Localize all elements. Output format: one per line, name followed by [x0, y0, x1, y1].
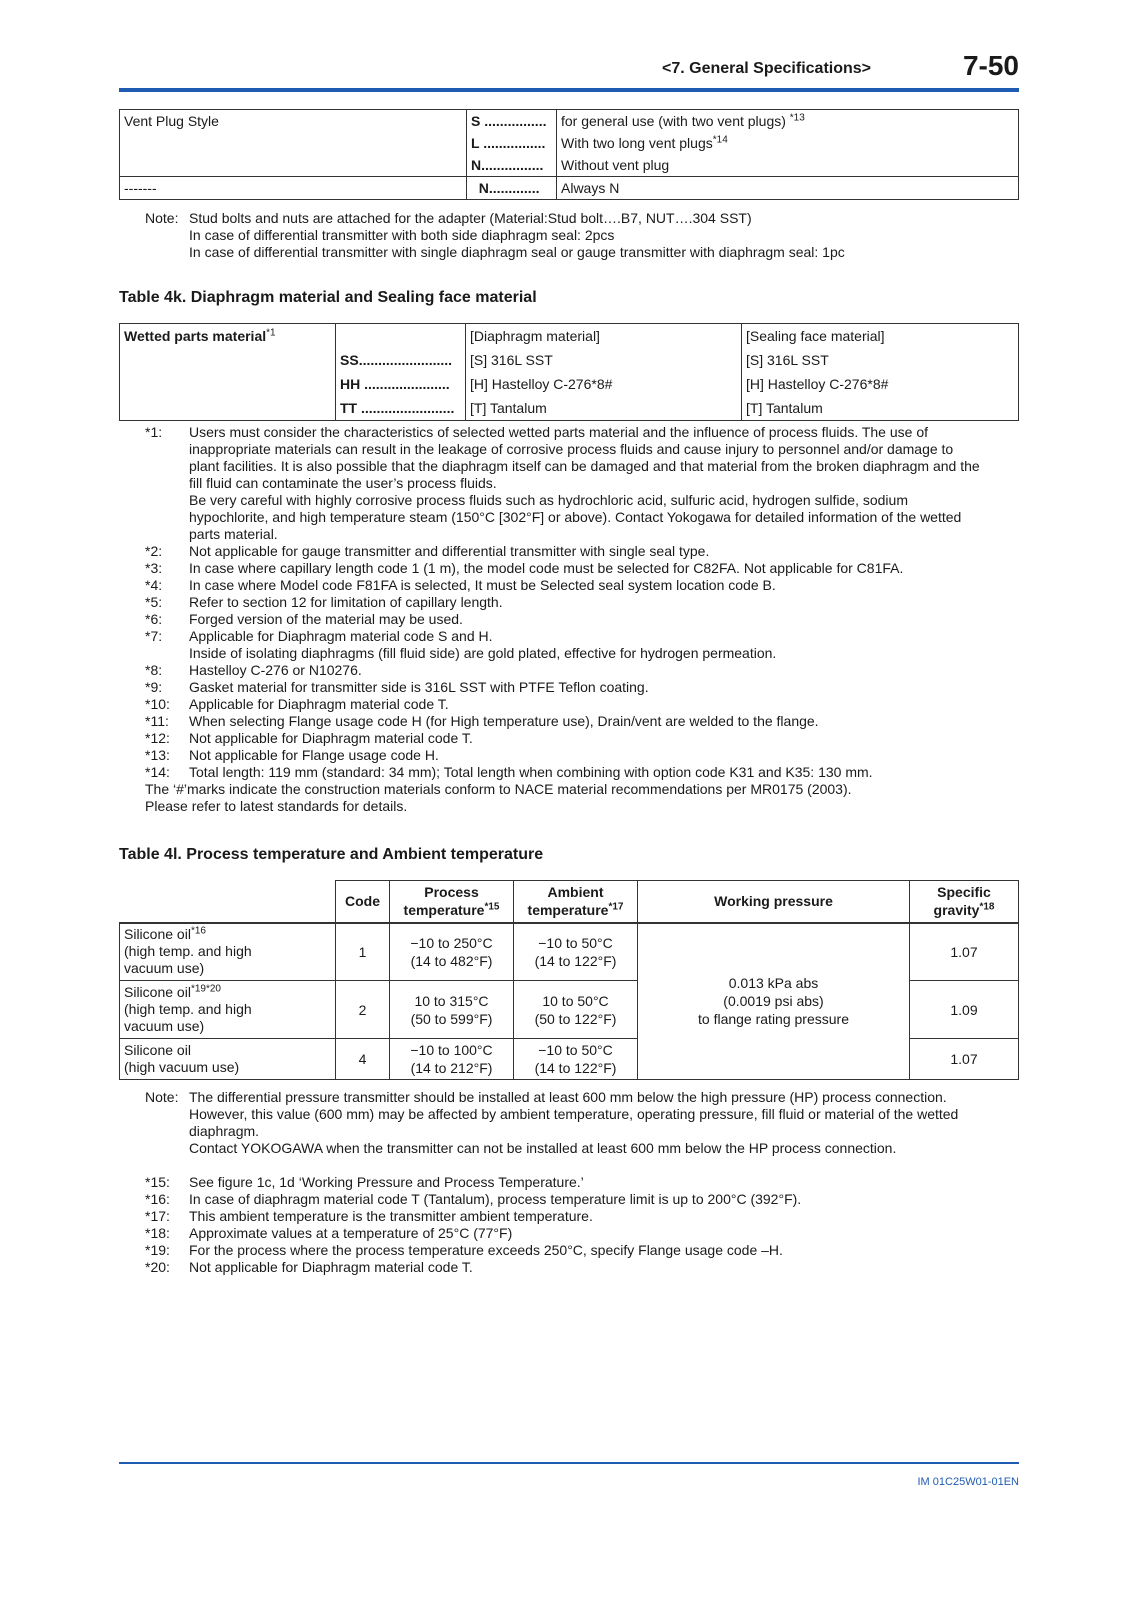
footnote-key: *1:: [145, 424, 163, 440]
footnote: [145, 713, 985, 730]
sealing-face-header: [Sealing face material]: [746, 328, 885, 344]
sealing-material: [H] Hastelloy C-276*8#: [746, 376, 889, 392]
footnote: [145, 628, 985, 645]
page-header: [119, 48, 1019, 92]
process-temp: 10 to 315°C (50 to 599°F): [390, 981, 514, 1039]
table-4l-title: Table 4l. Process temperature and Ambient temperature: [119, 846, 544, 863]
footnote-key: *17:: [145, 1208, 170, 1224]
table-4k-title: Table 4k. Diaphragm material and Sealing face material: [119, 289, 537, 306]
footnote-key: *16:: [145, 1191, 170, 1207]
footnote-key: *6:: [145, 611, 163, 627]
ambient-temp: −10 to 50°C (14 to 122°F): [514, 1039, 638, 1080]
fluid-code: 4: [336, 1039, 390, 1080]
footnote: [145, 577, 985, 594]
option-desc: Without vent plug: [557, 154, 1019, 177]
diaphragm-material-table: [119, 323, 1019, 421]
vent-plug-table: [119, 109, 1019, 200]
note-label: Note:: [145, 1089, 179, 1105]
option-code: N: [471, 157, 482, 173]
diaphragm-material-header: [Diaphragm material]: [466, 324, 742, 349]
footnote-text: Inside of isolating diaphragms (fill fluid side) are gold plated, effective for hydrogen permeation.: [189, 645, 777, 661]
footnote-text: Not applicable for Flange usage code H.: [189, 747, 439, 763]
page-number: 7-50: [962, 50, 1019, 81]
sealing-material: [S] 316L SST: [746, 352, 829, 368]
footer-rule: [119, 1462, 1019, 1464]
footnote-key: *11:: [145, 713, 169, 729]
material-code: HH: [340, 376, 361, 392]
table-header-row: [120, 881, 1019, 923]
footnote: [145, 1191, 985, 1208]
note-line: In case of differential transmitter with single diaphragm seal or gauge transmitter with diaphragm seal: 1pc: [189, 244, 845, 260]
specific-gravity: 1.07: [910, 923, 1019, 981]
table-row: [120, 923, 1019, 981]
table-row: [120, 324, 1019, 349]
footnote-text: Be very careful with highly corrosive process fluids such as hydrochloric acid, sulfuric acid, hydrogen sulfide, sodium hypochlorite, and high temperature steam (150°C [302°F] or above). Contact Yokogawa for detailed information of the wetted parts material.: [189, 492, 962, 542]
footnote: [145, 696, 985, 713]
footnote-key: [145, 492, 189, 543]
footnote: [145, 747, 985, 764]
table-row: SS........................ [S] 316L SST [S] 316L SST: [120, 348, 1019, 372]
process-temp: −10 to 250°C (14 to 482°F): [390, 923, 514, 981]
nace-line: The ‘#’marks indicate the construction materials conform to NACE material recommendations per MR0175 (2003).: [145, 781, 852, 797]
footnote: [145, 1208, 985, 1225]
footnote-key: *20:: [145, 1259, 170, 1275]
footnote-key: *19:: [145, 1242, 170, 1258]
footnote-ref: *13: [789, 112, 805, 124]
footnote-key: *12:: [145, 730, 170, 746]
footnote-key: *18:: [145, 1225, 170, 1241]
process-temp-header: Process temperature$^{*15}$: [390, 881, 514, 923]
note-label: Note:: [145, 210, 179, 226]
fluid-code: 1: [336, 923, 390, 981]
footnote: [145, 662, 985, 679]
table-row: HH ...................... [H] Hastelloy C-276*8# [H] Hastelloy C-276*8#: [120, 372, 1019, 396]
footnote-text: Hastelloy C-276 or N10276.: [189, 662, 362, 678]
ambient-temp: −10 to 50°C (14 to 122°F): [514, 923, 638, 981]
fill-fluid: Silicone oil$^{*19*20}$ (high temp. and high vacuum use): [120, 981, 336, 1039]
footnotes-temperature: [145, 1174, 985, 1276]
material-code: TT: [340, 400, 358, 416]
option-code: L: [471, 135, 480, 151]
fill-fluid: Silicone oil$^{*16}$ (high temp. and high vacuum use): [120, 923, 336, 981]
footnote-text: When selecting Flange usage code H (for High temperature use), Drain/vent are welded to the flange.: [189, 713, 819, 729]
footnote: [145, 730, 985, 747]
note-line: Contact YOKOGAWA when the transmitter can not be installed at least 600 mm below the HP process connection.: [189, 1140, 897, 1156]
footnote-text: Approximate values at a temperature of 25°C (77°F): [189, 1225, 513, 1241]
footnote-key: *10:: [145, 696, 170, 712]
vent-plug-label: Vent Plug Style: [124, 113, 219, 129]
footnote: [145, 1259, 985, 1276]
fluid-code: 2: [336, 981, 390, 1039]
footnote-text: Applicable for Diaphragm material code T.: [189, 696, 449, 712]
footnote-text: In case where Model code F81FA is selected, It must be Selected seal system location code B.: [189, 577, 776, 593]
footnote-text: Not applicable for Diaphragm material code T.: [189, 1259, 473, 1275]
footnote-key: *15:: [145, 1174, 170, 1190]
option-desc: With two long vent plugs: [561, 135, 713, 151]
diaphragm-material: [S] 316L SST: [466, 348, 742, 372]
footnote-text: For the process where the process temperature exceeds 250°C, specify Flange usage code –H.: [189, 1242, 783, 1258]
footnote-ref: *1: [266, 327, 276, 339]
footnote-ref: *14: [712, 134, 728, 146]
ambient-temp: 10 to 50°C (50 to 122°F): [514, 981, 638, 1039]
material-code: SS: [340, 352, 359, 368]
option-desc: Always N: [557, 177, 1019, 200]
footnote-text: In case of diaphragm material code T (Tantalum), process temperature limit is up to 200°C (392°F).: [189, 1191, 802, 1207]
footnote: [145, 543, 985, 560]
footnote-text: See figure 1c, 1d ‘Working Pressure and Process Temperature.’: [189, 1174, 584, 1190]
footnote-text: Not applicable for gauge transmitter and differential transmitter with single seal type.: [189, 543, 710, 559]
working-pressure: 0.013 kPa abs (0.0019 psi abs) to flange rating pressure: [638, 923, 910, 1080]
ambient-temp-header: Ambient temperature$^{*17}$: [514, 881, 638, 923]
footnote-key: *8:: [145, 662, 163, 678]
process-temperature-table: [119, 880, 1019, 1080]
note-line: Stud bolts and nuts are attached for the adapter (Material:Stud bolt….B7, NUT….304 SST): [189, 210, 752, 226]
row-label: -------: [120, 177, 467, 200]
footnote-key: *14:: [145, 764, 170, 780]
wetted-parts-label: Wetted parts material: [124, 328, 267, 344]
specific-gravity: 1.09: [910, 981, 1019, 1039]
footnote-text: Applicable for Diaphragm material code S and H.: [189, 628, 493, 644]
specific-gravity: 1.07: [910, 1039, 1019, 1080]
header-rule: [119, 88, 1019, 92]
footnote: [145, 594, 985, 611]
section-title: <7. General Specifications>: [662, 60, 871, 77]
footnote-key: *9:: [145, 679, 163, 695]
nace-line: Please refer to latest standards for details.: [145, 798, 408, 814]
footnote-text: Users must consider the characteristics of selected wetted parts material and the influence of process fluids. The use of inappropriate materials can result in the leakage of corrosive process fluids and cause injury to personnel and/or damage to plant facilities. It is also possible that the diaphragm itself can be damaged and that material from the broken diaphragm and the fill fluid can contaminate the user’s process fluids.: [189, 424, 980, 491]
footnote-key: *7:: [145, 628, 163, 644]
installation-note: [145, 1089, 985, 1157]
stud-bolt-note: [145, 210, 1005, 261]
footnote-text: Not applicable for Diaphragm material code T.: [189, 730, 473, 746]
footnote: [145, 1242, 985, 1259]
table-row: TT ........................ [T] Tantalum [T] Tantalum: [120, 396, 1019, 421]
footnote-key: *4:: [145, 577, 163, 593]
footnote: [145, 1174, 985, 1191]
footnote: [145, 492, 985, 543]
footnote-text: Gasket material for transmitter side is 316L SST with PTFE Teflon coating.: [189, 679, 649, 695]
footnote: [145, 560, 985, 577]
process-temp: −10 to 100°C (14 to 212°F): [390, 1039, 514, 1080]
footnote-key: *3:: [145, 560, 163, 576]
fill-fluid: Silicone oil (high vacuum use): [120, 1039, 336, 1080]
footnote-key: [145, 645, 189, 662]
table-row: ------- N............. Always N: [120, 177, 1019, 200]
footnote: [145, 1225, 985, 1242]
footnote-text: Refer to section 12 for limitation of capillary length.: [189, 594, 503, 610]
document-id: IM 01C25W01-01EN: [917, 1476, 1019, 1488]
diaphragm-material: [H] Hastelloy C-276*8#: [466, 372, 742, 396]
table-row: N................ Without vent plug: [120, 154, 1019, 177]
footnote-text: In case where capillary length code 1 (1 m), the model code must be selected for C82FA. Not applicable for C81FA.: [189, 560, 904, 576]
working-pressure-header: Working pressure: [638, 881, 910, 923]
footnote: [145, 611, 985, 628]
code-header: Code: [336, 881, 390, 923]
diaphragm-material: [T] Tantalum: [466, 396, 742, 421]
footnote-text: Total length: 119 mm (standard: 34 mm); Total length when combining with option code K31 and K35: 130 mm.: [189, 764, 873, 780]
footnote-text: Forged version of the material may be used.: [189, 611, 463, 627]
table-row: L ................ With two long vent plugs$^{*14}$: [120, 132, 1019, 154]
option-desc: for general use (with two vent plugs): [561, 113, 790, 129]
footnote-key: *13:: [145, 747, 170, 763]
footnote-text: This ambient temperature is the transmitter ambient temperature.: [189, 1208, 593, 1224]
sealing-material: [T] Tantalum: [746, 400, 823, 416]
footnote: [145, 764, 985, 781]
note-line: The differential pressure transmitter should be installed at least 600 mm below the high pressure (HP) process connection. However, this value (600 mm) may be affected by ambient temperature, operating pressure, fill fluid or material of the wetted diaphragm.: [189, 1089, 959, 1139]
note-line: In case of differential transmitter with both side diaphragm seal: 2pcs: [189, 227, 615, 243]
footnotes-diaphragm: [145, 424, 985, 815]
footnote-key: *5:: [145, 594, 163, 610]
option-code: N: [478, 180, 489, 196]
option-code: S: [471, 113, 481, 129]
footnote: [145, 424, 985, 492]
footnote: [145, 679, 985, 696]
footnote: [145, 645, 985, 662]
specific-gravity-header: Specific gravity$^{*18}$: [910, 881, 1019, 923]
table-row: Vent Plug Style S ................ for general use (with two vent plugs) $^{*13}$: [120, 110, 1019, 133]
footnote-key: *2:: [145, 543, 163, 559]
